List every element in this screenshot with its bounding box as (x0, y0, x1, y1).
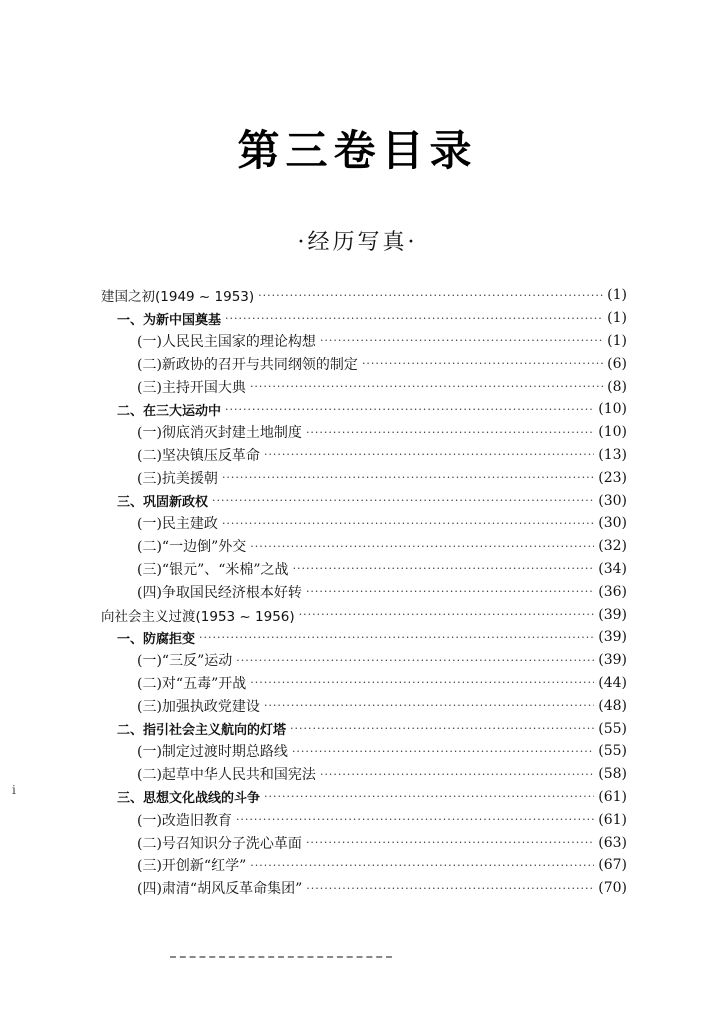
toc-entry (101, 831, 627, 854)
toc-entry-title: 一、为新中国奠基 (117, 312, 222, 328)
toc-page-number: (10) (598, 401, 627, 418)
toc-entry-title: (二)新政协的召开与共同纲领的制定 (137, 356, 358, 373)
toc-entry (101, 694, 627, 717)
toc-entry (101, 854, 627, 877)
toc-entry (101, 580, 627, 603)
toc-entry (101, 877, 627, 900)
toc-leader-dots (222, 471, 594, 484)
toc-entry-title: 三、巩固新政权 (117, 495, 209, 511)
toc-entry-title: (四)肃清“胡风反革命集团” (137, 881, 303, 898)
toc-entry (101, 284, 627, 307)
toc-entry (101, 808, 627, 831)
toc-entry-title: (一)彻底消灭封建土地制度 (137, 425, 302, 442)
toc-entry-title: (一)“三反”运动 (137, 653, 233, 670)
toc-entry (101, 786, 627, 809)
toc-entry (101, 375, 627, 398)
toc-leader-dots (293, 562, 595, 575)
toc-entry-title: (一)民主建政 (137, 516, 218, 533)
toc-leader-dots (222, 517, 594, 530)
toc-leader-dots (236, 813, 594, 826)
toc-entry (101, 626, 627, 649)
toc-page-number: (32) (598, 538, 627, 555)
toc-page-number: (10) (598, 424, 627, 441)
toc-leader-dots (299, 608, 595, 621)
toc-page-number: (48) (598, 697, 627, 714)
toc-page-number: (1) (607, 287, 627, 304)
toc-entry-title: (二)号召知识分子洗心革面 (137, 835, 302, 852)
toc-entry-title: 二、指引社会主义航向的灯塔 (117, 723, 287, 739)
toc-leader-dots (290, 722, 594, 735)
toc-page-number: (58) (598, 766, 627, 783)
toc-entry-title: 一、防腐拒变 (117, 631, 196, 647)
toc-entry-title: 向社会主义过渡(1953 ~ 1956) (101, 608, 295, 625)
toc-page-number: (23) (598, 469, 627, 486)
toc-page-number: (63) (598, 834, 627, 851)
toc-entry-title: (一)人民民主国家的理论构想 (137, 333, 316, 350)
toc-entry-title: (三)开创新“红学” (137, 858, 247, 875)
toc-page-number: (44) (598, 674, 627, 691)
toc-entry-title: (三)抗美援朝 (137, 470, 218, 487)
toc-page-number: (39) (598, 652, 627, 669)
toc-leader-dots (199, 631, 594, 644)
toc-entry (101, 307, 627, 330)
toc-leader-dots (362, 357, 603, 370)
toc-page-number: (61) (598, 788, 627, 805)
section-subtitle: ·经历写真· (297, 230, 418, 255)
toc-entry-title: (三)主持开国大典 (137, 379, 246, 396)
toc-leader-dots (306, 426, 594, 439)
toc-page-number: (30) (598, 492, 627, 509)
toc-entry-title: (二)起草中华人民共和国宪法 (137, 767, 316, 784)
toc-page-number: (1) (607, 332, 627, 349)
toc-leader-dots (292, 745, 594, 758)
page-title: 第三卷目录 (237, 126, 478, 175)
toc-leader-dots (236, 654, 594, 667)
toc-entry-title: 二、在三大运动中 (117, 403, 222, 419)
toc-entry-title: (三)“银元”、“米棉”之战 (137, 561, 289, 578)
toc-leader-dots (264, 448, 594, 461)
toc-page-number: (6) (607, 355, 627, 372)
toc-page-number: (30) (598, 515, 627, 532)
toc-leader-dots (225, 403, 594, 416)
toc-entry-title: (二)“一边倒”外交 (137, 539, 247, 556)
toc-leader-dots (320, 334, 603, 347)
toc-leader-dots (250, 676, 594, 689)
toc-entry (101, 330, 627, 353)
toc-page-number: (55) (598, 720, 627, 737)
toc-leader-dots (250, 540, 594, 553)
toc-entry (101, 466, 627, 489)
toc-page-number: (67) (598, 857, 627, 874)
toc-page-number: (34) (598, 560, 627, 577)
toc-entry (101, 603, 627, 626)
toc-entry (101, 421, 627, 444)
toc-entry (101, 512, 627, 535)
toc-entry (101, 558, 627, 581)
toc-leader-dots (306, 585, 594, 598)
toc-entry (101, 444, 627, 467)
toc-entry (101, 649, 627, 672)
toc-leader-dots (212, 494, 594, 507)
toc-page-number: (70) (598, 880, 627, 897)
toc-page-number: (36) (598, 583, 627, 600)
toc-leader-dots (264, 790, 594, 803)
toc-page-number: (39) (598, 629, 627, 646)
toc-entry (101, 352, 627, 375)
toc-entry-title: (二)对“五毒”开战 (137, 675, 247, 692)
margin-mark: i (12, 783, 16, 797)
toc-entry (101, 763, 627, 786)
toc-entry-title: 三、思想文化战线的斗争 (117, 791, 261, 807)
toc-entry-title: (一)改造旧教育 (137, 812, 232, 829)
toc-entry-title: 建国之初(1949 ~ 1953) (101, 289, 255, 306)
toc-entry (101, 740, 627, 763)
toc-entry-title: (一)制定过渡时期总路线 (137, 744, 288, 761)
toc-page-number: (1) (607, 310, 627, 327)
footer-rule (170, 956, 392, 958)
toc-page-number: (39) (598, 606, 627, 623)
toc-entry (101, 489, 627, 512)
toc-leader-dots (250, 380, 603, 393)
toc-entry (101, 672, 627, 695)
toc-page-number: (13) (598, 446, 627, 463)
toc-leader-dots (250, 859, 594, 872)
toc-leader-dots (264, 699, 594, 712)
toc-entry-title: (四)争取国民经济根本好转 (137, 584, 302, 601)
toc-entry (101, 398, 627, 421)
toc-leader-dots (258, 289, 603, 302)
toc-entry-title: (二)坚决镇压反革命 (137, 447, 260, 464)
toc-page-number: (61) (598, 811, 627, 828)
toc-entry-title: (三)加强执政党建设 (137, 698, 260, 715)
toc-leader-dots (306, 836, 594, 849)
toc-page-number: (8) (607, 378, 627, 395)
toc-leader-dots (306, 882, 594, 895)
toc-entry (101, 717, 627, 740)
toc-leader-dots (320, 768, 594, 781)
table-of-contents (101, 284, 627, 900)
toc-entry (101, 535, 627, 558)
toc-page-number: (55) (598, 743, 627, 760)
toc-leader-dots (225, 312, 603, 325)
